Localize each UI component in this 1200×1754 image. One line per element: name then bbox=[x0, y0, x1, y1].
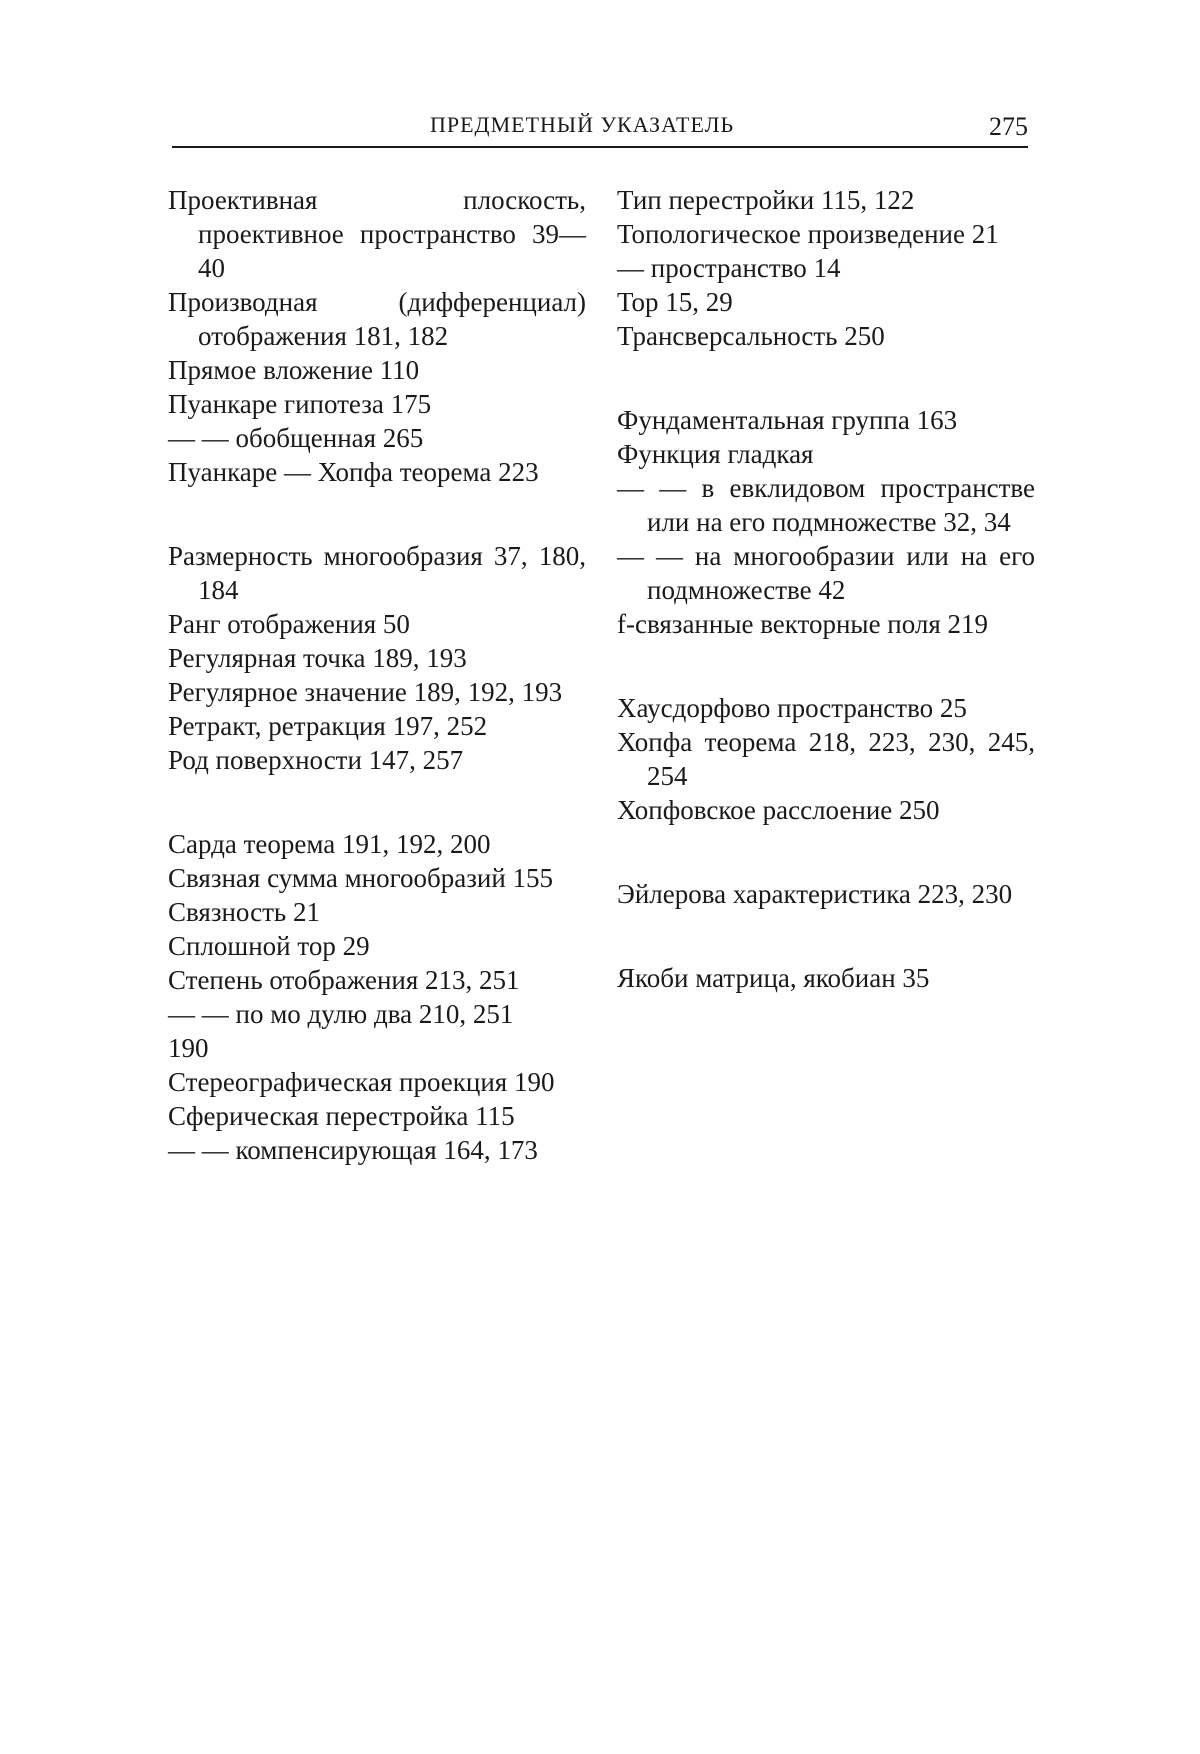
index-section bbox=[617, 877, 1035, 911]
index-entry: Размерность многообразия 37, 180, 184 bbox=[168, 541, 586, 605]
index-section bbox=[617, 183, 1035, 353]
index-entry: Тор 15, 29 bbox=[617, 287, 733, 317]
index-entry: Фундаментальная группа 163 bbox=[617, 405, 958, 435]
index-entry: Стереографическая проекция 190 bbox=[168, 1067, 555, 1097]
index-entry: Степень отображения 213, 251 bbox=[168, 965, 520, 995]
header-rule bbox=[172, 146, 1028, 148]
index-entry: Производная (дифференциал) отображения 181, 182 bbox=[168, 287, 586, 351]
index-entry: Связность 21 bbox=[168, 897, 320, 927]
page-number: 275 bbox=[989, 112, 1028, 141]
index-entry: Функция гладкая bbox=[617, 439, 814, 469]
index-section bbox=[168, 183, 586, 489]
index-section bbox=[168, 539, 586, 777]
index-entry: Сплошной тор 29 bbox=[168, 931, 370, 961]
index-entry: Пуанкаре — Хопфа теорема 223 bbox=[168, 457, 539, 487]
index-entry: f-связанные векторные поля 219 bbox=[617, 609, 989, 639]
index-column-right bbox=[617, 183, 1035, 995]
index-entry: — — на многообразии или на его подмножестве 42 bbox=[617, 541, 1035, 605]
index-entry: 190 bbox=[168, 1033, 209, 1063]
index-entry: — — компенсирующая 164, 173 bbox=[168, 1135, 538, 1165]
index-entry: Тип перестройки 115, 122 bbox=[617, 185, 915, 215]
index-entry: Пуанкаре гипотеза 175 bbox=[168, 389, 432, 419]
index-entry: Эйлерова характеристика 223, 230 bbox=[617, 879, 1013, 909]
index-entry: — — по мо дулю два 210, 251 bbox=[168, 999, 514, 1029]
index-section bbox=[617, 403, 1035, 641]
index-section bbox=[168, 827, 586, 1167]
index-entry: Ретракт, ретракция 197, 252 bbox=[168, 711, 488, 741]
index-entry: Якоби матрица, якобиан 35 bbox=[617, 963, 930, 993]
index-entry: Род поверхности 147, 257 bbox=[168, 745, 464, 775]
index-entry: Сарда теорема 191, 192, 200 bbox=[168, 829, 491, 859]
index-entry: Хопфа теорема 218, 223, 230, 245, 254 bbox=[617, 727, 1035, 791]
index-entry: Связная сумма многообразий 155 bbox=[168, 863, 554, 893]
index-entry: — пространство 14 bbox=[617, 253, 841, 283]
index-entry: — — обобщенная 265 bbox=[168, 423, 424, 453]
index-section bbox=[617, 961, 1035, 995]
index-entry: Трансверсальность 250 bbox=[617, 321, 885, 351]
page-header bbox=[172, 112, 1028, 148]
index-entry: Топологическое произведение 21 bbox=[617, 219, 999, 249]
index-entry: Хаусдорфово пространство 25 bbox=[617, 693, 967, 723]
index-entry: Ранг отображения 50 bbox=[168, 609, 410, 639]
index-entry: Сферическая перестройка 115 bbox=[168, 1101, 515, 1131]
index-entry: Регулярное значение 189, 192, 193 bbox=[168, 677, 563, 707]
index-entry: Проективная плоскость, проективное пространство 39—40 bbox=[168, 185, 586, 283]
index-section bbox=[617, 691, 1035, 827]
index-entry: Регулярная точка 189, 193 bbox=[168, 643, 467, 673]
index-column-left bbox=[168, 183, 586, 1167]
running-title: ПРЕДМЕТНЫЙ УКАЗАТЕЛЬ bbox=[430, 112, 735, 137]
index-entry: — — в евклидовом пространстве или на его подмножестве 32, 34 bbox=[617, 473, 1035, 537]
index-entry: Хопфовское расслоение 250 bbox=[617, 795, 940, 825]
index-entry: Прямое вложение 110 bbox=[168, 355, 420, 385]
